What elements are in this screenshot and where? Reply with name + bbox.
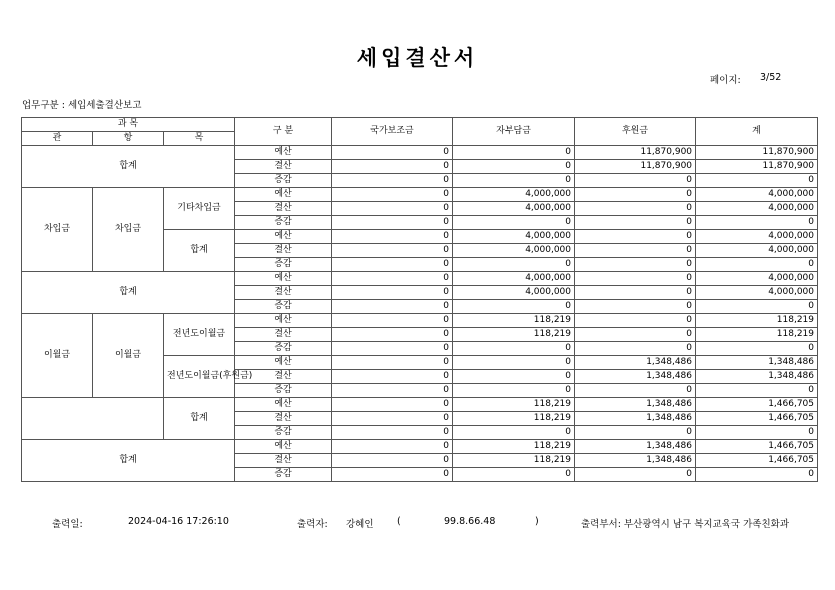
group-mok: 전년도이월금(후원금) bbox=[164, 356, 235, 398]
cell-national-subsidy: 0 bbox=[332, 384, 453, 398]
cell-total: 4,000,000 bbox=[696, 188, 818, 202]
group-empty bbox=[22, 398, 164, 440]
row-type: 결산 bbox=[235, 160, 332, 174]
cell-donation: 0 bbox=[575, 272, 696, 286]
cell-total: 1,466,705 bbox=[696, 454, 818, 468]
paren-open: ( bbox=[397, 516, 401, 527]
cell-national-subsidy: 0 bbox=[332, 300, 453, 314]
group-label: 합계 bbox=[22, 272, 235, 314]
cell-national-subsidy: 0 bbox=[332, 174, 453, 188]
cell-national-subsidy: 0 bbox=[332, 468, 453, 482]
cell-self-funding: 0 bbox=[453, 468, 575, 482]
cell-total: 1,466,705 bbox=[696, 440, 818, 454]
row-type: 예산 bbox=[235, 314, 332, 328]
cell-total: 0 bbox=[696, 384, 818, 398]
header-mok: 목 bbox=[164, 132, 235, 146]
table-row bbox=[22, 314, 818, 328]
page-number: 3/52 bbox=[760, 72, 782, 83]
row-type: 예산 bbox=[235, 356, 332, 370]
row-type: 결산 bbox=[235, 202, 332, 216]
cell-national-subsidy: 0 bbox=[332, 188, 453, 202]
row-type: 증감 bbox=[235, 342, 332, 356]
row-type: 예산 bbox=[235, 440, 332, 454]
cell-donation: 0 bbox=[575, 426, 696, 440]
row-type: 증감 bbox=[235, 468, 332, 482]
cell-donation: 0 bbox=[575, 314, 696, 328]
cell-self-funding: 4,000,000 bbox=[453, 272, 575, 286]
cell-donation: 1,348,486 bbox=[575, 412, 696, 426]
cell-self-funding: 0 bbox=[453, 426, 575, 440]
cell-self-funding: 4,000,000 bbox=[453, 188, 575, 202]
cell-total: 0 bbox=[696, 342, 818, 356]
cell-donation: 0 bbox=[575, 258, 696, 272]
cell-self-funding: 0 bbox=[453, 160, 575, 174]
group-gwan: 차입금 bbox=[22, 188, 93, 272]
cell-donation: 1,348,486 bbox=[575, 370, 696, 384]
group-hang: 이월금 bbox=[93, 314, 164, 398]
group-mok: 전년도이월금 bbox=[164, 314, 235, 356]
cell-self-funding: 118,219 bbox=[453, 454, 575, 468]
cell-total: 1,348,486 bbox=[696, 356, 818, 370]
cell-national-subsidy: 0 bbox=[332, 342, 453, 356]
group-hang: 차입금 bbox=[93, 188, 164, 272]
cell-self-funding: 0 bbox=[453, 300, 575, 314]
cell-donation: 11,870,900 bbox=[575, 160, 696, 174]
printer-label: 출력자: bbox=[297, 519, 328, 530]
cell-self-funding: 0 bbox=[453, 258, 575, 272]
cell-donation: 0 bbox=[575, 342, 696, 356]
row-type: 예산 bbox=[235, 398, 332, 412]
cell-donation: 1,348,486 bbox=[575, 398, 696, 412]
cell-self-funding: 118,219 bbox=[453, 328, 575, 342]
cell-self-funding: 0 bbox=[453, 370, 575, 384]
row-type: 결산 bbox=[235, 244, 332, 258]
row-type: 결산 bbox=[235, 412, 332, 426]
row-type: 예산 bbox=[235, 272, 332, 286]
cell-donation: 0 bbox=[575, 328, 696, 342]
cell-total: 4,000,000 bbox=[696, 272, 818, 286]
cell-donation: 1,348,486 bbox=[575, 440, 696, 454]
cell-donation: 0 bbox=[575, 230, 696, 244]
cell-donation: 1,348,486 bbox=[575, 454, 696, 468]
row-type: 예산 bbox=[235, 146, 332, 160]
document-title: 세입결산서 bbox=[356, 46, 479, 70]
cell-national-subsidy: 0 bbox=[332, 412, 453, 426]
header-hang: 항 bbox=[93, 132, 164, 146]
header-donation: 후원금 bbox=[575, 118, 696, 146]
header-total: 계 bbox=[696, 118, 818, 146]
row-type: 결산 bbox=[235, 286, 332, 300]
header-gubun: 구 분 bbox=[235, 118, 332, 146]
cell-national-subsidy: 0 bbox=[332, 356, 453, 370]
cell-total: 0 bbox=[696, 216, 818, 230]
group-mok: 합계 bbox=[164, 230, 235, 272]
group-gwan: 이월금 bbox=[22, 314, 93, 398]
cell-donation: 0 bbox=[575, 174, 696, 188]
cell-total: 118,219 bbox=[696, 314, 818, 328]
cell-national-subsidy: 0 bbox=[332, 244, 453, 258]
cell-national-subsidy: 0 bbox=[332, 370, 453, 384]
group-label: 합계 bbox=[22, 146, 235, 188]
cell-total: 1,466,705 bbox=[696, 412, 818, 426]
cell-donation: 0 bbox=[575, 300, 696, 314]
cell-self-funding: 118,219 bbox=[453, 412, 575, 426]
header-gwan: 관 bbox=[22, 132, 93, 146]
print-department: 출력부서: 부산광역시 남구 복지교육국 가족친화과 bbox=[581, 519, 789, 530]
cell-self-funding: 0 bbox=[453, 146, 575, 160]
cell-national-subsidy: 0 bbox=[332, 272, 453, 286]
cell-national-subsidy: 0 bbox=[332, 146, 453, 160]
cell-self-funding: 4,000,000 bbox=[453, 202, 575, 216]
row-type: 결산 bbox=[235, 370, 332, 384]
cell-total: 4,000,000 bbox=[696, 202, 818, 216]
cell-total: 0 bbox=[696, 426, 818, 440]
page-label: 페이지: bbox=[710, 75, 741, 86]
cell-self-funding: 0 bbox=[453, 342, 575, 356]
cell-self-funding: 0 bbox=[453, 356, 575, 370]
cell-national-subsidy: 0 bbox=[332, 314, 453, 328]
cell-national-subsidy: 0 bbox=[332, 454, 453, 468]
group-label: 합계 bbox=[22, 440, 235, 482]
cell-national-subsidy: 0 bbox=[332, 160, 453, 174]
cell-donation: 11,870,900 bbox=[575, 146, 696, 160]
header-gwamok: 과 목 bbox=[22, 118, 235, 132]
paren-close: ) bbox=[535, 516, 539, 527]
printer-ip: 99.8.66.48 bbox=[444, 516, 496, 527]
cell-total: 118,219 bbox=[696, 328, 818, 342]
print-date-value: 2024-04-16 17:26:10 bbox=[128, 516, 229, 527]
cell-donation: 0 bbox=[575, 384, 696, 398]
row-type: 결산 bbox=[235, 328, 332, 342]
cell-total: 0 bbox=[696, 468, 818, 482]
row-type: 예산 bbox=[235, 188, 332, 202]
cell-total: 11,870,900 bbox=[696, 146, 818, 160]
print-date-label: 출력일: bbox=[52, 519, 83, 530]
revenue-settlement-table bbox=[21, 117, 818, 482]
table-row bbox=[22, 440, 818, 454]
row-type: 증감 bbox=[235, 300, 332, 314]
cell-total: 0 bbox=[696, 174, 818, 188]
row-type: 증감 bbox=[235, 216, 332, 230]
table-row bbox=[22, 146, 818, 160]
work-category: 업무구분 : 세입세출결산보고 bbox=[22, 100, 142, 111]
cell-donation: 0 bbox=[575, 244, 696, 258]
cell-national-subsidy: 0 bbox=[332, 216, 453, 230]
cell-total: 0 bbox=[696, 300, 818, 314]
cell-total: 4,000,000 bbox=[696, 244, 818, 258]
group-mok: 합계 bbox=[164, 398, 235, 440]
row-type: 결산 bbox=[235, 454, 332, 468]
cell-self-funding: 0 bbox=[453, 216, 575, 230]
header-self-funding: 자부담금 bbox=[453, 118, 575, 146]
row-type: 증감 bbox=[235, 384, 332, 398]
row-type: 증감 bbox=[235, 258, 332, 272]
row-type: 증감 bbox=[235, 174, 332, 188]
cell-self-funding: 118,219 bbox=[453, 440, 575, 454]
cell-national-subsidy: 0 bbox=[332, 230, 453, 244]
cell-self-funding: 4,000,000 bbox=[453, 230, 575, 244]
cell-national-subsidy: 0 bbox=[332, 440, 453, 454]
cell-donation: 0 bbox=[575, 188, 696, 202]
cell-donation: 0 bbox=[575, 216, 696, 230]
cell-total: 1,466,705 bbox=[696, 398, 818, 412]
header-national-subsidy: 국가보조금 bbox=[332, 118, 453, 146]
cell-total: 4,000,000 bbox=[696, 286, 818, 300]
cell-national-subsidy: 0 bbox=[332, 328, 453, 342]
table-row bbox=[22, 272, 818, 286]
cell-self-funding: 0 bbox=[453, 384, 575, 398]
row-type: 예산 bbox=[235, 230, 332, 244]
table-row bbox=[22, 398, 818, 412]
group-mok: 기타차입금 bbox=[164, 188, 235, 230]
cell-total: 0 bbox=[696, 258, 818, 272]
cell-national-subsidy: 0 bbox=[332, 286, 453, 300]
cell-national-subsidy: 0 bbox=[332, 202, 453, 216]
cell-national-subsidy: 0 bbox=[332, 398, 453, 412]
cell-self-funding: 118,219 bbox=[453, 314, 575, 328]
cell-national-subsidy: 0 bbox=[332, 426, 453, 440]
cell-national-subsidy: 0 bbox=[332, 258, 453, 272]
cell-total: 4,000,000 bbox=[696, 230, 818, 244]
printer-name: 강혜인 bbox=[346, 519, 374, 530]
cell-donation: 0 bbox=[575, 202, 696, 216]
table-body bbox=[22, 146, 818, 482]
cell-donation: 0 bbox=[575, 468, 696, 482]
row-type: 증감 bbox=[235, 426, 332, 440]
page-indicator bbox=[710, 72, 782, 86]
cell-total: 1,348,486 bbox=[696, 370, 818, 384]
cell-donation: 0 bbox=[575, 286, 696, 300]
cell-self-funding: 4,000,000 bbox=[453, 244, 575, 258]
cell-donation: 1,348,486 bbox=[575, 356, 696, 370]
cell-self-funding: 0 bbox=[453, 174, 575, 188]
cell-self-funding: 4,000,000 bbox=[453, 286, 575, 300]
cell-total: 11,870,900 bbox=[696, 160, 818, 174]
cell-self-funding: 118,219 bbox=[453, 398, 575, 412]
table-row bbox=[22, 188, 818, 202]
